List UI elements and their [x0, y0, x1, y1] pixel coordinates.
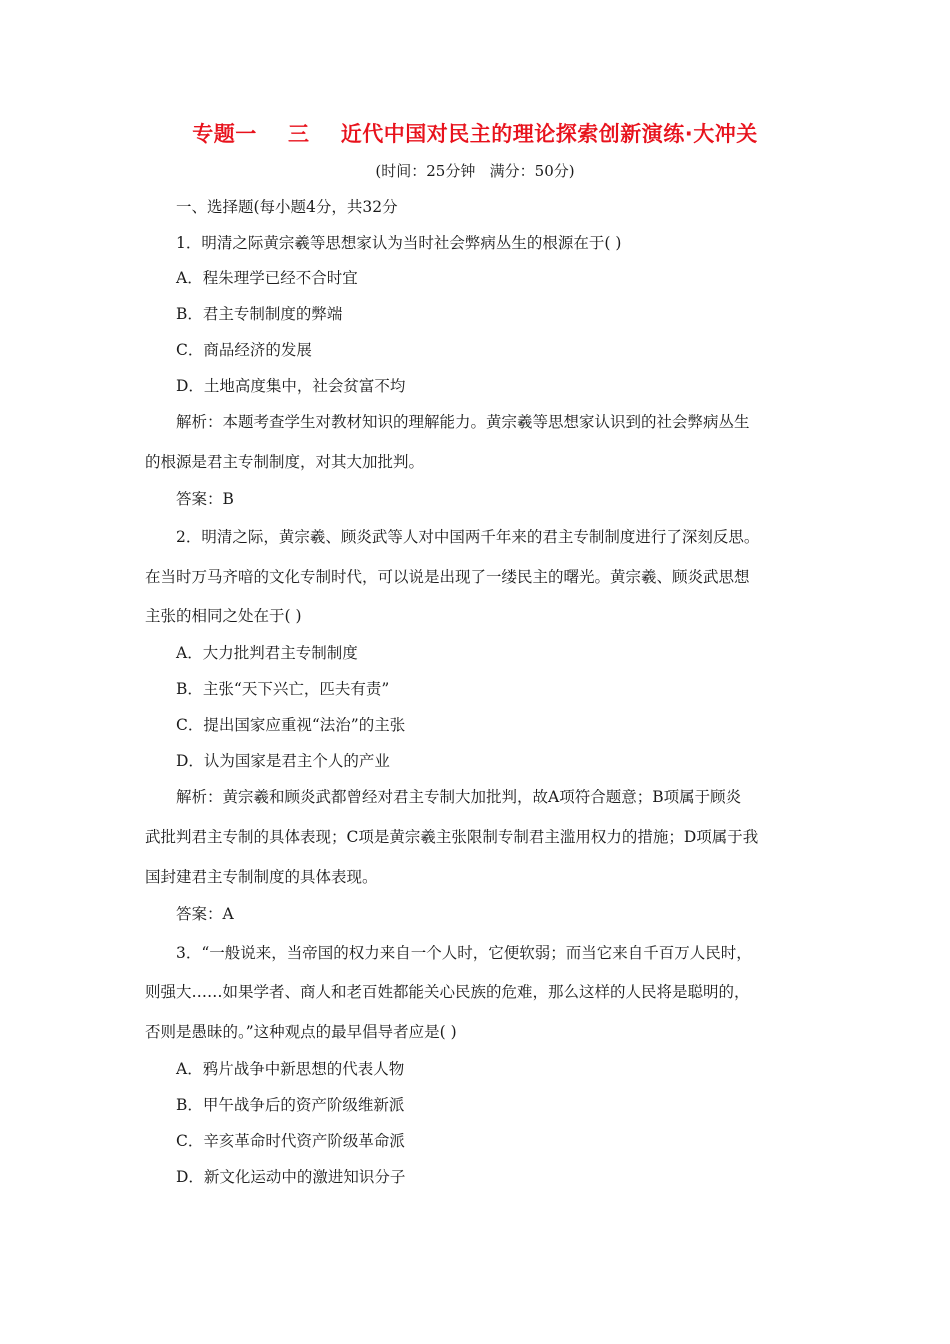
question-2-option-c: C．提出国家应重视“法治”的主张	[176, 716, 406, 734]
exam-time-score: (时间：25分钟 满分：50分)	[375, 162, 575, 180]
question-3-stem-line: 否则是愚昧的。”这种观点的最早倡导者应是( )	[145, 1023, 457, 1041]
question-3-option-a: A．鸦片战争中新思想的代表人物	[176, 1060, 405, 1078]
question-1-option-b: B．君主专制制度的弊端	[176, 305, 343, 323]
question-2-answer: 答案：A	[176, 905, 234, 923]
question-2-option-a: A．大力批判君主专制制度	[176, 644, 358, 662]
question-3-stem-line: 则强大……如果学者、商人和老百姓都能关心民族的危难，那么这样的人民将是聪明的，	[145, 983, 750, 1001]
question-2-stem-line: 主张的相同之处在于( )	[145, 607, 302, 625]
question-1-option-c: C．商品经济的发展	[176, 341, 312, 359]
document-title: 专题一 三 近代中国对民主的理论探索创新演练·大冲关	[192, 122, 758, 146]
question-1-analysis-line: 的根源是君主专制制度，对其大加批判。	[145, 453, 425, 471]
question-3-stem-line: 3．“一般说来，当帝国的权力来自一个人时，它便软弱；而当它来自千百万人民时，	[176, 944, 752, 962]
question-1-stem: 1．明清之际黄宗羲等思想家认为当时社会弊病丛生的根源在于( )	[176, 234, 622, 252]
section-heading: 一、选择题(每小题4分，共32分	[176, 198, 398, 216]
question-2-analysis-line: 解析：黄宗羲和顾炎武都曾经对君主专制大加批判，故A项符合题意；B项属于顾炎	[176, 788, 742, 806]
question-3-option-b: B．甲午战争后的资产阶级维新派	[176, 1096, 405, 1114]
question-2-option-b: B．主张“天下兴亡，匹夫有责”	[176, 680, 390, 698]
question-1-option-d: D．土地高度集中，社会贫富不均	[176, 377, 406, 395]
question-2-option-d: D．认为国家是君主个人的产业	[176, 752, 390, 770]
question-2-stem-line: 在当时万马齐喑的文化专制时代，可以说是出现了一缕民主的曙光。黄宗羲、顾炎武思想	[145, 568, 750, 586]
question-2-analysis-line: 国封建君主专制制度的具体表现。	[145, 868, 378, 886]
question-3-option-c: C．辛亥革命时代资产阶级革命派	[176, 1132, 405, 1150]
question-2-stem-line: 2．明清之际，黄宗羲、顾炎武等人对中国两千年来的君主专制制度进行了深刻反思。	[176, 528, 760, 546]
question-1-analysis-line: 解析：本题考查学生对教材知识的理解能力。黄宗羲等思想家认识到的社会弊病丛生	[176, 413, 750, 431]
question-1-option-a: A．程朱理学已经不合时宜	[176, 269, 358, 287]
question-3-option-d: D．新文化运动中的激进知识分子	[176, 1168, 406, 1186]
question-1-answer: 答案：B	[176, 490, 234, 508]
question-2-analysis-line: 武批判君主专制的具体表现；C项是黄宗羲主张限制专制君主滥用权力的措施；D项属于我	[145, 828, 759, 846]
